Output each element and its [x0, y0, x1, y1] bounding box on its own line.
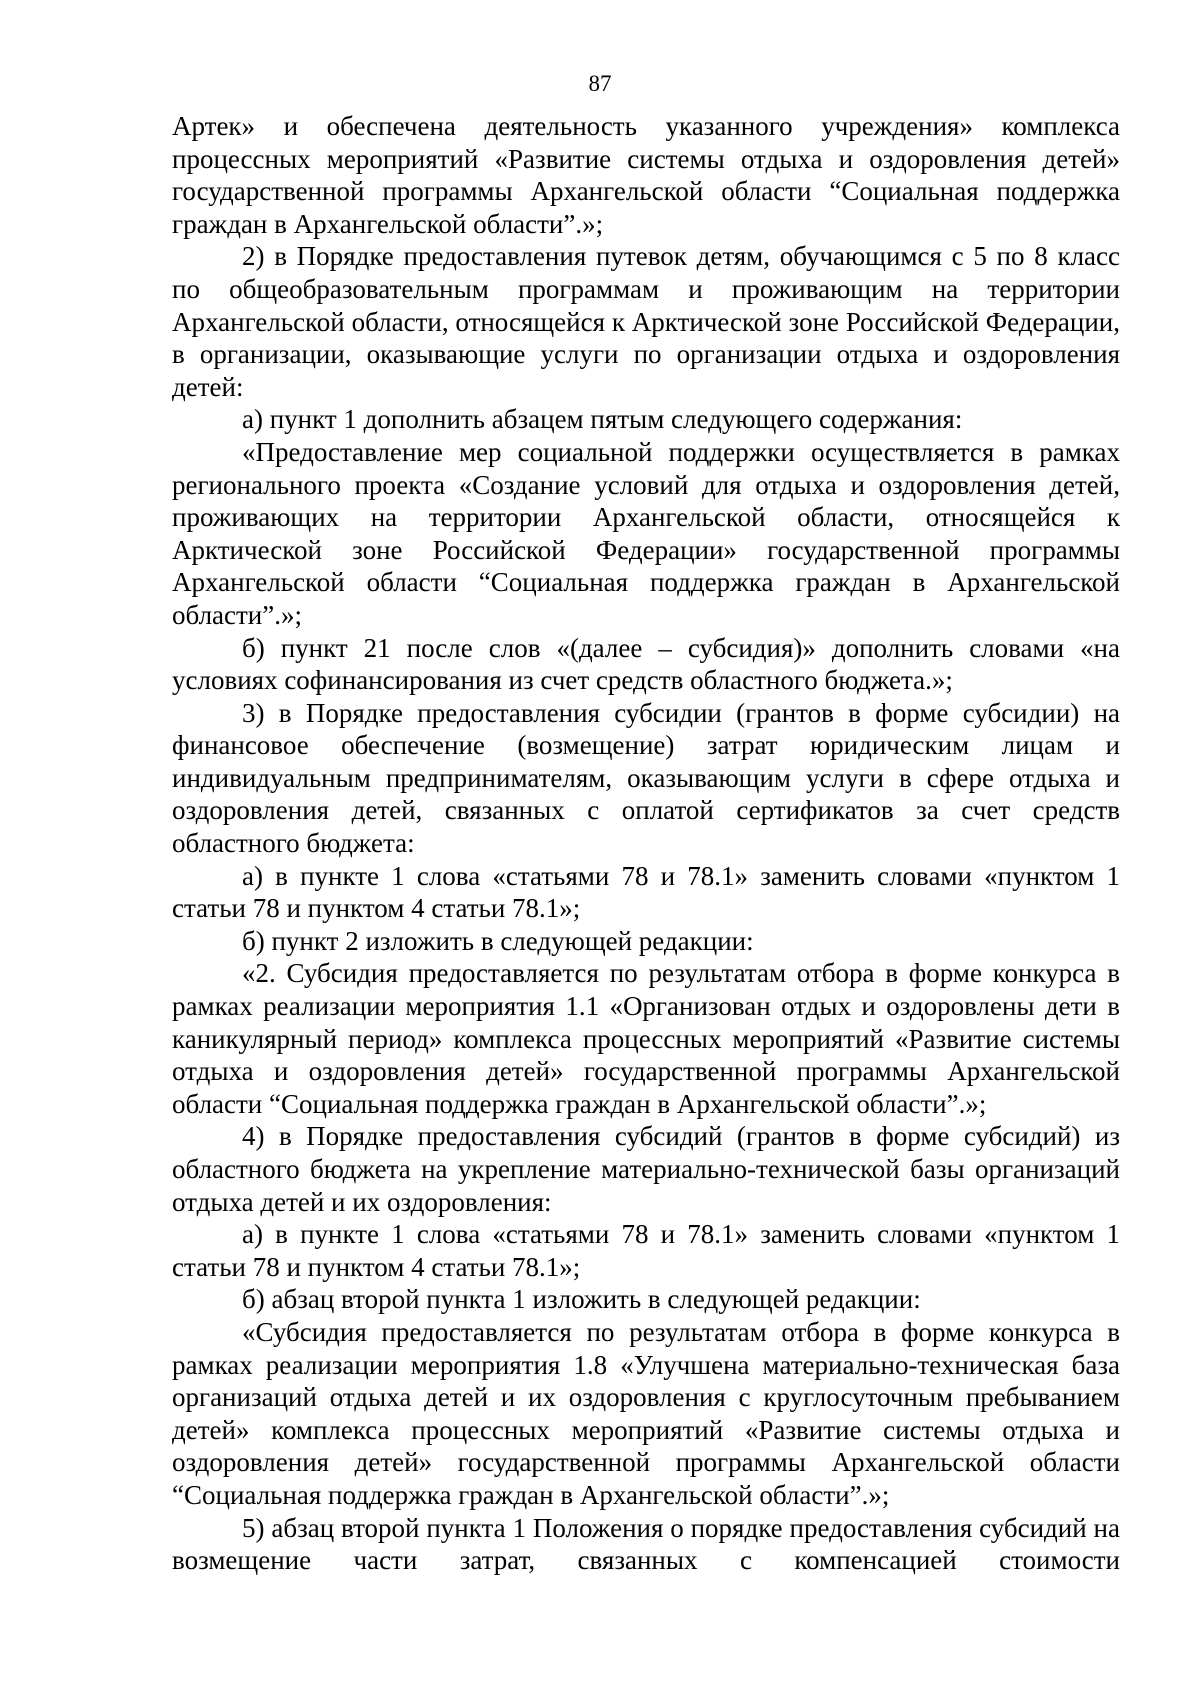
paragraph: «Предоставление мер социальной поддержки осуществляется в рамках регионального проекта «Создание условий для отдыха и оздоровления детей, проживающих на территории Архангельской области, относящейся к Арктической зоне Российской Федерации» государственной программы Архангельской области “Социальная поддержка граждан в Архангельской области”.»;	[172, 436, 1120, 630]
paragraph: 5) абзац второй пункта 1 Положения о порядке предоставления субсидий на возмещение части затрат, связанных с компенсацией стоимости	[172, 1512, 1120, 1576]
paragraph: 3) в Порядке предоставления субсидии (грантов в форме субсидии) на финансовое обеспечение (возмещение) затрат юридическим лицам и индивидуальным предпринимателям, оказывающим услуги в сфере отдыха и оздоровления детей, связанных с оплатой сертификатов за счет средств областного бюджета:	[172, 697, 1120, 859]
paragraph: б) пункт 21 после слов «(далее – субсидия)» дополнить словами «на условиях софинансирования из счет средств областного бюджета.»;	[172, 632, 1120, 696]
paragraph: 2) в Порядке предоставления путевок детям, обучающимся с 5 по 8 класс по общеобразовательным программам и проживающим на территории Архангельской области, относящейся к Арктической зоне Российской Федерации, в организации, оказывающие услуги по организации отдыха и оздоровления детей:	[172, 241, 1120, 402]
paragraph: а) в пункте 1 слова «статьями 78 и 78.1» заменить словами «пунктом 1 статьи 78 и пунктом 4 статьи 78.1»;	[172, 860, 1120, 924]
page-number: 87	[588, 71, 612, 96]
paragraph: а) в пункте 1 слова «статьями 78 и 78.1» заменить словами «пунктом 1 статьи 78 и пунктом 4 статьи 78.1»;	[172, 1219, 1120, 1282]
paragraph: 4) в Порядке предоставления субсидий (грантов в форме субсидий) из областного бюджета на укрепление материально-технической базы организаций отдыха детей и их оздоровления:	[172, 1121, 1120, 1217]
paragraph: а) пункт 1 дополнить абзацем пятым следующего содержания:	[242, 404, 963, 435]
paragraph: б) пункт 2 изложить в следующей редакции:	[242, 925, 754, 956]
paragraph: «Субсидия предоставляется по результатам отбора в форме конкурса в рамках реализации мероприятия 1.8 «Улучшена материально-техническая база организаций отдыха детей и их оздоровления с круглосуточным пребыванием детей» комплекса процессных мероприятий «Развитие системы отдыха и оздоровления детей» государственной программы Архангельской области “Социальная поддержка граждан в Архангельской области”.»;	[172, 1316, 1120, 1510]
paragraph: б) абзац второй пункта 1 изложить в следующей редакции:	[242, 1284, 921, 1315]
document-body	[172, 110, 1120, 1577]
paragraph: Артек» и обеспечена деятельность указанного учреждения» комплекса процессных мероприятий «Развитие системы отдыха и оздоровления детей» государственной программы Архангельской области “Социальная поддержка граждан в Архангельской области”.»;	[172, 111, 1120, 239]
paragraph: «2. Субсидия предоставляется по результатам отбора в форме конкурса в рамках реализации мероприятия 1.1 «Организован отдых и оздоровлены дети в каникулярный период» комплекса процессных мероприятий «Развитие системы отдыха и оздоровления детей» государственной программы Архангельской области “Социальная поддержка граждан в Архангельской области”.»;	[172, 958, 1120, 1119]
